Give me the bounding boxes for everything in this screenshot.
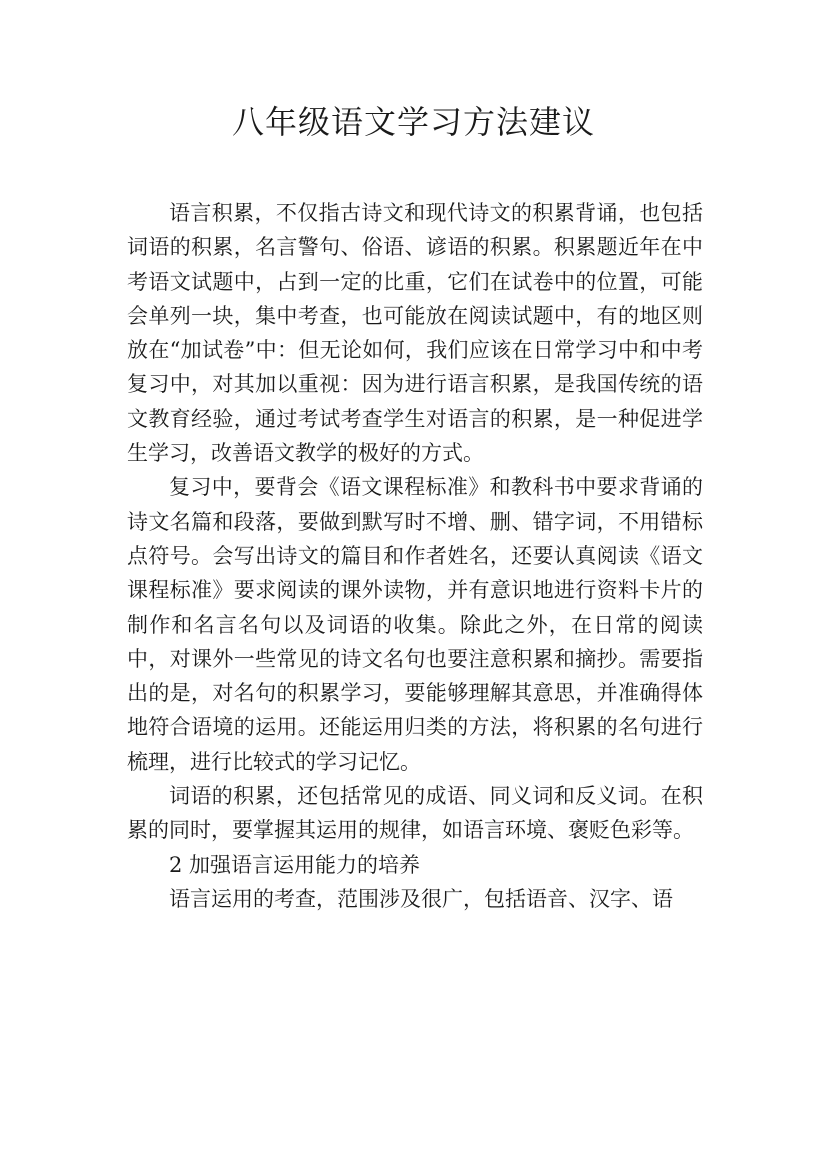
- paragraph-word-accumulation: 词语的积累，还包括常见的成语、同义词和反义词。在积累的同时，要掌握其运用的规律，如语言环境、褒贬色彩等。: [127, 784, 703, 843]
- paragraph-review-recitation: 复习中，要背会《语文课程标准》和教科书中要求背诵的诗文名篇和段落，要做到默写时不增、删、错字词，不用错标点符号。会写出诗文的篇目和作者姓名，还要认真阅读《语文课程标准》要求阅读的课外读物，并有意识地进行资料卡片的制作和名言名句以及词语的收集。除此之外，在日常的阅读中，对课外一些常见的诗文名句也要注意积累和摘抄。需要指出的是，对名句的积累学习，要能够理解其意思，并准确得体地符合语境的运用。还能运用归类的方法，将积累的名句进行梳理，进行比较式的学习记忆。: [127, 475, 703, 774]
- paragraph-language-accumulation: 语言积累，不仅指古诗文和现代诗文的积累背诵，也包括词语的积累，名言警句、俗语、谚语的积累。积累题近年在中考语文试题中，占到一定的比重，它们在试卷中的位置，可能会单列一块，集中考查，也可能放在阅读试题中，有的地区则放在“加试卷”中：但无论如何，我们应该在日常学习中和中考复习中，对其加以重视：因为进行语言积累，是我国传统的语文教育经验，通过考试考查学生对语言的积累，是一种促进学生学习，改善语文教学的极好的方式。: [127, 201, 703, 466]
- document-body: [127, 196, 703, 916]
- document-title: 八年级语文学习方法建议: [231, 103, 595, 141]
- paragraph-language-usage: 语言运用的考查，范围涉及很广，包括语音、汉字、语: [169, 886, 673, 911]
- section-heading: 2 加强语言运用能力的培养: [169, 852, 421, 877]
